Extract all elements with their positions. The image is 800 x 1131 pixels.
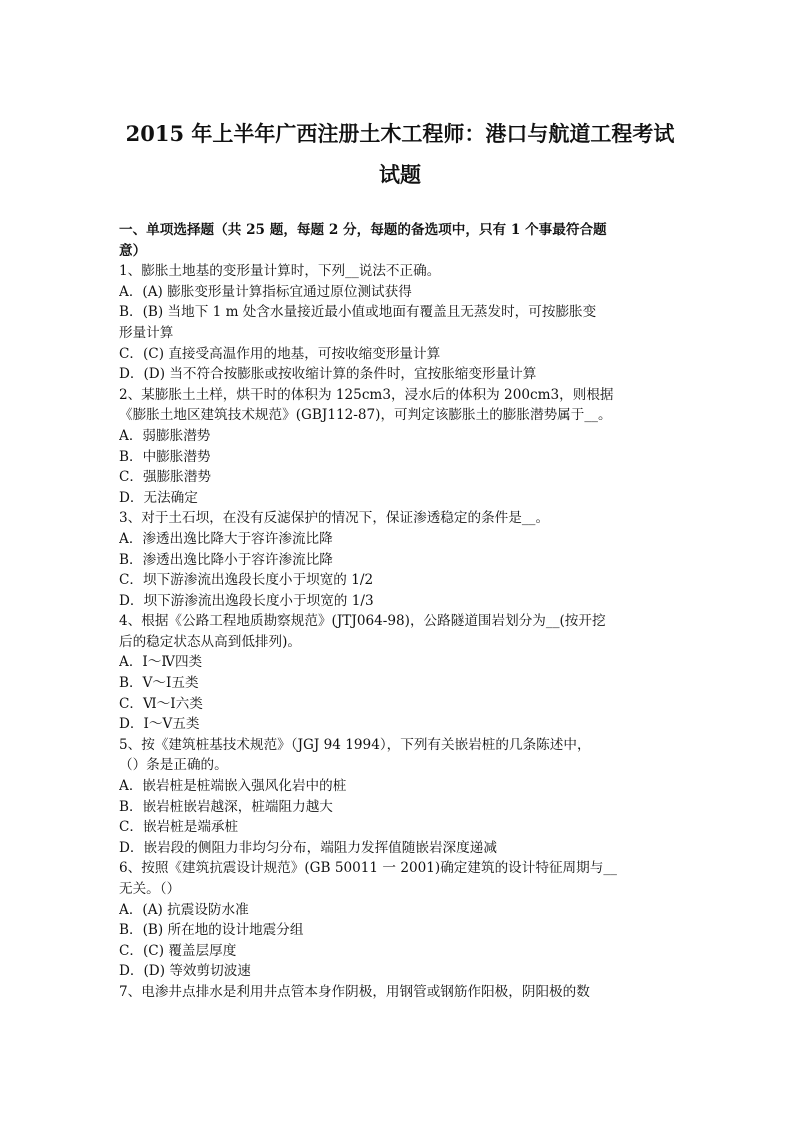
question-stem [119,261,685,282]
answer-option [119,673,685,694]
answer-option-line: D．Ⅰ～Ⅴ五类 [119,716,200,733]
answer-option-line: B．嵌岩桩嵌岩越深，桩端阻力越大 [119,798,333,815]
answer-option [119,652,685,673]
question-stem-line: 后的稳定状态从高到低排列)。 [119,633,302,650]
answer-option [119,364,685,385]
answer-option-line: C．(C) 覆盖层厚度 [119,942,237,959]
question-stem [119,735,685,776]
answer-option [119,694,685,715]
answer-option-line: B．Ⅴ～Ⅰ五类 [119,675,199,692]
answer-option [119,817,685,838]
answer-option-line: B．(B) 所在地的设计地震分组 [119,922,304,939]
answer-option [119,282,685,303]
answer-option [119,447,685,468]
section-heading-line: 意） [119,242,147,259]
answer-option-line: A．嵌岩桩是桩端嵌入强风化岩中的桩 [119,778,347,795]
answer-option-line: D．(D) 等效剪切波速 [119,963,251,980]
answer-option [119,900,685,921]
question-stem [119,385,685,426]
answer-option-line: A．(A) 抗震设防水准 [119,901,249,918]
answer-option-line: C．强膨胀潜势 [119,469,211,486]
answer-option [119,961,685,982]
question-stem-line: 5、按《建筑桩基技术规范》（JGJ 94 1994），下列有关嵌岩桩的几条陈述中， [119,736,591,753]
answer-option-line: D．坝下游渗流出逸段长度小于坝宽的 1/3 [119,592,374,609]
question-stem [119,982,685,1003]
answer-option-line: B．中膨胀潜势 [119,448,211,465]
section-heading [119,220,685,261]
document-title: 2015 年上半年广西注册土木工程师：港口与航道工程考试 [125,121,675,146]
question-stem [119,858,685,899]
question-stem-line: （）条是正确的。 [119,757,228,774]
answer-option [119,941,685,962]
answer-option [119,920,685,941]
question-stem-line: 6、按照《建筑抗震设计规范》(GB 50011 一 2001)确定建筑的设计特征周期与__ [119,860,617,877]
answer-option [119,467,685,488]
answer-option [119,838,685,859]
answer-option-line: A．(A) 膨胀变形量计算指标宜通过原位测试获得 [119,283,412,300]
question-stem-line: 1、膨胀土地基的变形量计算时，下列__说法不正确。 [119,263,441,280]
question-stem-line: 7、电渗井点排水是利用井点管本身作阴极，用钢管或钢筋作阳极，阴阳极的数 [119,983,590,1000]
question-stem-line: 4、根据《公路工程地质勘察规范》(JTJ064-98)，公路隧道围岩划分为__(按开挖 [119,613,606,630]
section-heading-line: 一、单项选择题（共 25 题，每题 2 分，每题的备选项中，只有 1 个事最符合题 [119,222,607,238]
question-stem [119,611,685,652]
document-title-continued: 试题 [379,162,421,187]
answer-option-line: D．(D) 当不符合按膨胀或按收缩计算的条件时，宜按胀缩变形量计算 [119,366,537,383]
document-body [119,220,685,1003]
question-stem [119,508,685,529]
answer-option [119,488,685,509]
question-stem-line: 3、对于土石坝，在没有反滤保护的情况下，保证渗透稳定的条件是__。 [119,510,550,527]
answer-option [119,570,685,591]
answer-option-line: B．(B) 当地下 1 m 处含水量接近最小值或地面有覆盖且无蒸发时，可按膨胀变 [119,304,597,321]
question-stem-line: 2、某膨胀土土样，烘干时的体积为 125cm3，浸水后的体积为 200cm3，则根据 [119,386,614,403]
answer-option [119,302,685,343]
answer-option-line: C．坝下游渗流出逸段长度小于坝宽的 1/2 [119,572,374,589]
answer-option [119,344,685,365]
answer-option-line: C．Ⅵ～Ⅰ六类 [119,695,203,712]
answer-option [119,529,685,550]
answer-option-line: B．渗透出逸比降小于容许渗流比降 [119,551,333,568]
question-stem-line: 无关。（） [119,881,181,897]
answer-option [119,797,685,818]
answer-option-line: C．嵌岩桩是端承桩 [119,819,239,836]
answer-option [119,550,685,571]
answer-option [119,426,685,447]
answer-option-line: A．渗透出逸比降大于容许渗流比降 [119,530,333,547]
answer-option [119,714,685,735]
answer-option-line: D．嵌岩段的侧阻力非均匀分布，端阻力发挥值随嵌岩深度递减 [119,839,497,856]
answer-option-line: D．无法确定 [119,489,198,506]
answer-option-line: C．(C) 直接受高温作用的地基，可按收缩变形量计算 [119,345,441,362]
answer-option-line: 形量计算 [119,324,174,341]
answer-option-line: A．弱膨胀潜势 [119,427,211,444]
answer-option [119,776,685,797]
answer-option-line: A．Ⅰ～Ⅳ四类 [119,654,203,671]
question-stem-line: 《膨胀土地区建筑技术规范》(GBJ112-87)，可判定该膨胀土的膨胀潜势属于__。 [119,407,612,424]
answer-option [119,591,685,612]
